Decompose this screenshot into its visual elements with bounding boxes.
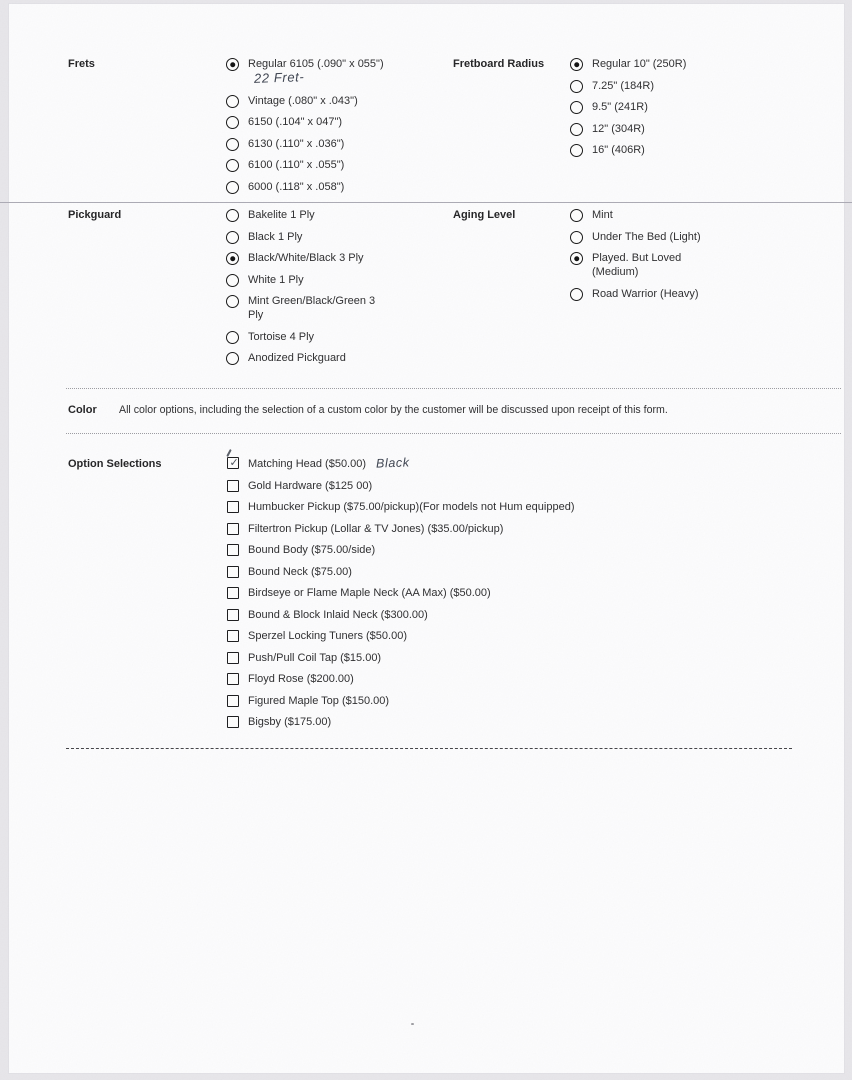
option-label: 6150 (.104" x 047")	[248, 116, 343, 128]
checkbox-icon	[227, 457, 239, 469]
radio-button-icon	[226, 116, 239, 129]
option-label: Black 1 Ply	[248, 230, 303, 243]
option-label: Regular 10" (250R)	[592, 58, 687, 70]
checkbox-icon	[227, 587, 239, 599]
option-label: Under The Bed (Light)	[592, 230, 701, 243]
option-selections-label: Option Selections	[68, 458, 162, 470]
option-label: 6130 (.110" x .036")	[248, 137, 345, 150]
option-label: Vintage (.080" x .043")	[248, 94, 358, 107]
option-selection-item	[227, 587, 575, 600]
option-label: Road Warrior (Heavy)	[592, 287, 699, 300]
option-label: Birdseye or Flame Maple Neck (AA Max) ($50.00)	[248, 587, 491, 599]
checkbox-icon	[227, 523, 239, 535]
radio-button-icon	[226, 209, 239, 222]
fretboard-radius-option	[570, 100, 724, 114]
radio-button-icon	[570, 252, 583, 265]
checkbox-icon	[227, 630, 239, 642]
fret-option	[226, 57, 390, 86]
pickguard-option	[226, 273, 390, 287]
option-label: Bound Neck ($75.00)	[248, 565, 352, 578]
option-selection-item	[227, 457, 575, 471]
option-label: Regular 6105 (.090" x 055")	[248, 58, 384, 70]
option-label: Played. But Loved (Medium)	[592, 252, 682, 278]
option-label: 9.5" (241R)	[592, 101, 648, 113]
radio-button-icon	[226, 295, 239, 308]
radio-button-icon	[226, 181, 239, 194]
option-label: 6100 (.110" x .055")	[248, 159, 345, 171]
option-label: Humbucker Pickup ($75.00/pickup)(For models not Hum equipped)	[248, 501, 575, 513]
option-label: 6000 (.118" x .058")	[248, 180, 345, 193]
color-note-text: All color options, including the selection of a custom color by the customer will be discussed upon receipt of this form.	[119, 404, 668, 416]
option-label: 12" (304R)	[592, 122, 645, 135]
radio-button-icon	[570, 101, 583, 114]
pickguard-options-list	[226, 208, 390, 373]
pickguard-option	[226, 251, 390, 265]
aging-level-option	[570, 208, 724, 222]
option-label: Bound & Block Inlaid Neck ($300.00)	[248, 608, 428, 621]
radio-button-icon	[226, 159, 239, 172]
checkbox-icon	[227, 566, 239, 578]
checkbox-icon	[227, 695, 239, 707]
option-selections-list	[227, 457, 575, 738]
fret-option	[226, 115, 390, 129]
option-selection-item	[227, 501, 575, 514]
option-selection-item	[227, 566, 575, 579]
option-label: Sperzel Locking Tuners ($50.00)	[248, 630, 407, 642]
fret-option	[226, 180, 390, 194]
handwritten-note: 22 Fret-	[253, 69, 305, 86]
aging-level-option	[570, 230, 724, 244]
option-label: Matching Head ($50.00)	[248, 458, 367, 470]
option-label: Gold Hardware ($125 00)	[248, 479, 373, 492]
frets-options-list	[226, 57, 390, 201]
fret-option	[226, 137, 390, 151]
option-selection-item	[227, 609, 575, 622]
option-label: 16" (406R)	[592, 144, 645, 156]
aging-level-options-list	[570, 208, 724, 308]
dotted-divider-line	[66, 433, 841, 434]
option-selection-item	[227, 480, 575, 493]
radio-button-icon	[226, 274, 239, 287]
option-selection-item	[227, 630, 575, 643]
aging-level-option	[570, 287, 724, 301]
fretboard-radius-option	[570, 57, 724, 71]
option-label: Tortoise 4 Ply	[248, 330, 315, 343]
dotted-divider-line	[66, 388, 841, 389]
radio-button-icon	[570, 144, 583, 157]
dashed-divider-line	[66, 748, 792, 749]
pickguard-label: Pickguard	[68, 209, 122, 221]
pickguard-option	[226, 208, 390, 222]
pickguard-option	[226, 330, 390, 344]
checkbox-icon	[227, 480, 239, 492]
checkbox-icon	[227, 544, 239, 556]
radio-button-icon	[570, 288, 583, 301]
option-label: Mint	[592, 209, 613, 221]
section-divider-line	[0, 202, 852, 203]
aging-level-label: Aging Level	[453, 209, 516, 221]
radio-button-icon	[570, 80, 583, 93]
radio-button-icon	[226, 331, 239, 344]
radio-button-icon	[570, 231, 583, 244]
option-label: Push/Pull Coil Tap ($15.00)	[248, 651, 382, 664]
option-selection-item	[227, 716, 575, 729]
form-page	[8, 3, 845, 1074]
option-selection-item	[227, 673, 575, 686]
checkbox-icon	[227, 716, 239, 728]
option-label: Figured Maple Top ($150.00)	[248, 694, 390, 707]
radio-button-icon	[226, 252, 239, 265]
color-label: Color	[68, 404, 97, 416]
aging-level-option	[570, 251, 724, 279]
option-label: Bigsby ($175.00)	[248, 716, 332, 728]
checkbox-icon	[227, 652, 239, 664]
pickguard-option	[226, 351, 390, 365]
option-label: Filtertron Pickup (Lollar & TV Jones) ($35.00/pickup)	[248, 522, 504, 535]
radio-button-icon	[570, 123, 583, 136]
fretboard-radius-options-list	[570, 57, 724, 165]
option-label: 7.25" (184R)	[592, 79, 654, 92]
radio-button-icon	[226, 352, 239, 365]
option-selection-item	[227, 544, 575, 557]
fretboard-radius-option	[570, 122, 724, 136]
checkbox-icon	[227, 609, 239, 621]
fret-option	[226, 94, 390, 108]
radio-button-icon	[226, 95, 239, 108]
option-label: Bound Body ($75.00/side)	[248, 544, 376, 556]
option-label: Floyd Rose ($200.00)	[248, 673, 354, 685]
option-selection-item	[227, 695, 575, 708]
option-selection-item	[227, 652, 575, 665]
option-label: Bakelite 1 Ply	[248, 209, 315, 221]
radio-button-icon	[570, 58, 583, 71]
radio-button-icon	[226, 138, 239, 151]
option-selection-item	[227, 523, 575, 536]
checkbox-icon	[227, 673, 239, 685]
option-label: Black/White/Black 3 Ply	[248, 252, 364, 264]
fretboard-radius-option	[570, 79, 724, 93]
handwritten-note: Black	[375, 455, 410, 471]
radio-button-icon	[570, 209, 583, 222]
option-label: Anodized Pickguard	[248, 352, 346, 364]
option-label: White 1 Ply	[248, 273, 304, 286]
scan-speck	[411, 1023, 414, 1025]
pickguard-option	[226, 294, 390, 322]
radio-button-icon	[226, 58, 239, 71]
option-label: Mint Green/Black/Green 3 Ply	[248, 295, 376, 321]
fretboard-radius-option	[570, 143, 724, 157]
fret-option	[226, 158, 390, 172]
radio-button-icon	[226, 231, 239, 244]
fretboard-radius-label: Fretboard Radius	[453, 58, 545, 70]
checkbox-icon	[227, 501, 239, 513]
pickguard-option	[226, 230, 390, 244]
frets-label: Frets	[68, 58, 95, 70]
